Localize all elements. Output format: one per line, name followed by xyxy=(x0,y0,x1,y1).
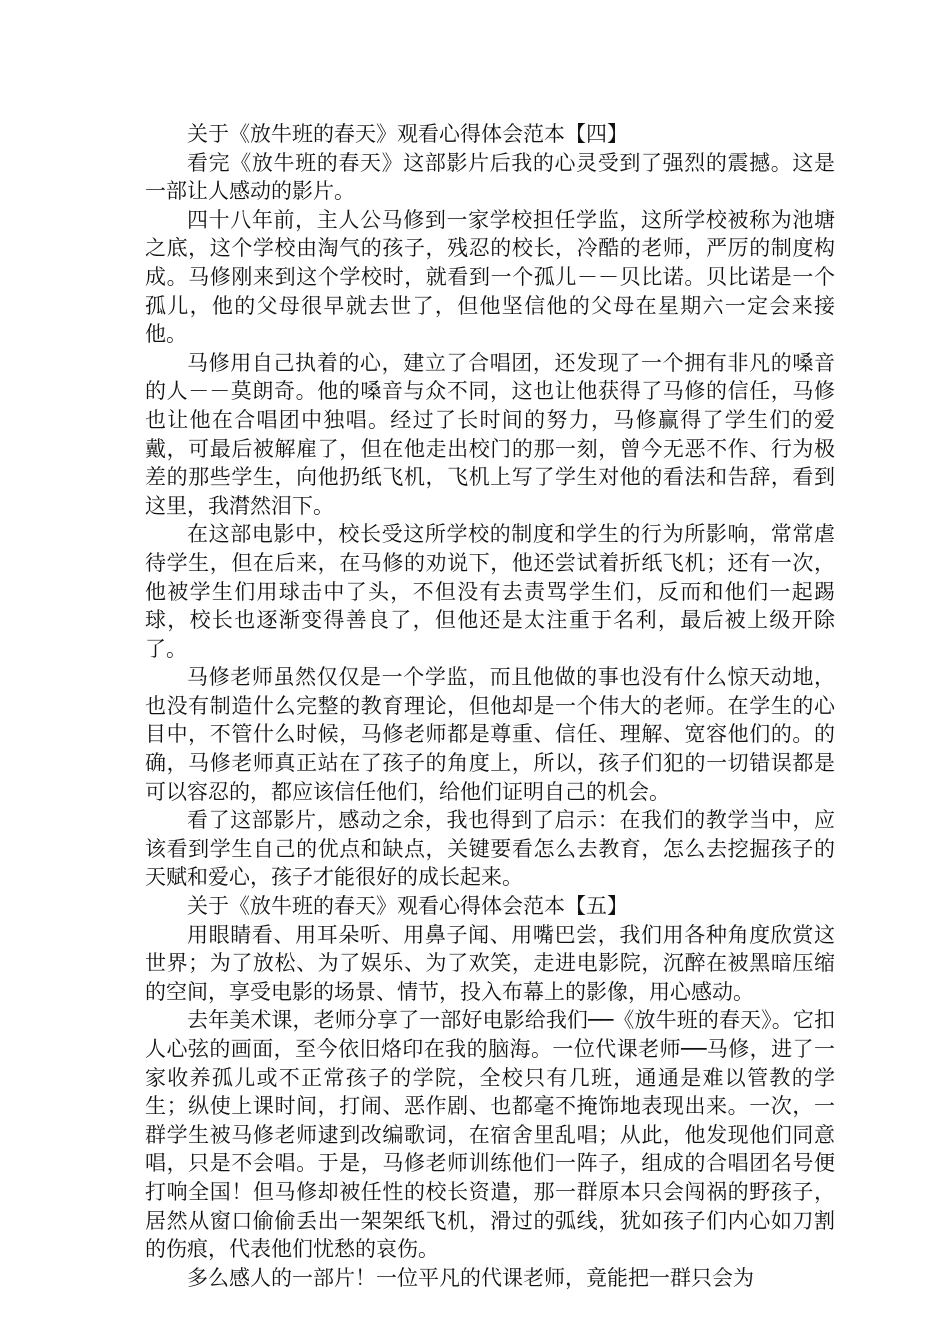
paragraph: 看完《放牛班的春天》这部影片后我的心灵受到了强烈的震撼。这是一部让人感动的影片。 xyxy=(145,150,835,204)
section-heading-5: 关于《放牛班的春天》观看心得体会范本【五】 xyxy=(187,894,628,919)
paragraph: 看了这部影片，感动之余，我也得到了启示：在我们的教学当中，应该看到学生自己的优点和缺点，关键要看怎么去教育，怎么去挖掘孩子的天赋和爱心，孩子才能很好的成长起来。 xyxy=(145,808,835,890)
paragraph: 多么感人的一部片！一位平凡的代课老师，竟能把一群只会为 xyxy=(187,1265,754,1290)
paragraph: 四十八年前，主人公马修到一家学校担任学监，这所学校被称为池塘之底，这个学校由淘气的孩子，残忍的校长，冷酷的老师，严厉的制度构成。马修刚来到这个学校时，就看到一个孤儿－－贝比诺。贝比诺是一个孤儿，他的父母很早就去世了，但他坚信他的父母在星期六一定会来接他。 xyxy=(145,207,835,347)
section-heading-4: 关于《放牛班的春天》观看心得体会范本【四】 xyxy=(187,122,628,146)
paragraph: 去年美术课，老师分享了一部好电影给我们──《放牛班的春天》。它扣人心弦的画面，至今依旧烙印在我的脑海。一位代课老师──马修，进了一家收养孤儿或不正常孩子的学院，全校只有几班，通通是难以管教的学生；纵使上课时间，打闹、恶作剧、也都毫不掩饰地表现出来。一次，一群学生被马修老师逮到改编歌词，在宿舍里乱唱；从此，他发现他们同意唱，只是不会唱。于是，马修老师训练他们一阵子，组成的合唱团名号便打响全国！但马修却被任性的校长资遣，那一群原本只会闯祸的野孩子，居然从窗口偷偷丢出一架架纸飞机，滑过的弧线，犹如孩子们内心如刀割的伤痕，代表他们忧愁的哀伤。 xyxy=(145,1008,835,1262)
paragraph: 用眼睛看、用耳朵听、用鼻子闻、用嘴巴尝，我们用各种角度欣赏这世界；为了放松、为了娱乐、为了欢笑，走进电影院，沉醉在被黑暗压缩的空间，享受电影的场景、情节，投入布幕上的影像，用心感动。 xyxy=(145,922,835,1004)
paragraph: 马修老师虽然仅仅是一个学监，而且他做的事也没有什么惊天动地，也没有制造什么完整的教育理论，但他却是一个伟大的老师。在学生的心目中，不管什么时候，马修老师都是尊重、信任、理解、宽容他们的。的确，马修老师真正站在了孩子的角度上，所以，孩子们犯的一切错误都是可以容忍的，都应该信任他们，给他们证明自己的机会。 xyxy=(145,665,835,804)
document-page xyxy=(145,120,835,1292)
paragraph: 在这部电影中，校长受这所学校的制度和学生的行为所影响，常常虐待学生，但在后来，在马修的劝说下，他还尝试着折纸飞机；还有一次，他被学生们用球击中了头，不但没有去责骂学生们，反而和他们一起踢球，校长也逐渐变得善良了，但他还是太注重于名利，最后被上级开除了。 xyxy=(145,522,835,661)
paragraph: 马修用自己执着的心，建立了合唱团，还发现了一个拥有非凡的嗓音的人－－莫朗奇。他的嗓音与众不同，这也让他获得了马修的信任，马修也让他在合唱团中独唱。经过了长时间的努力，马修赢得了学生们的爱戴，可最后被解雇了，但在他走出校门的那一刻，曾今无恶不作、行为极差的那些学生，向他扔纸飞机，飞机上写了学生对他的看法和告辞，看到这里，我潸然泪下。 xyxy=(145,350,835,518)
